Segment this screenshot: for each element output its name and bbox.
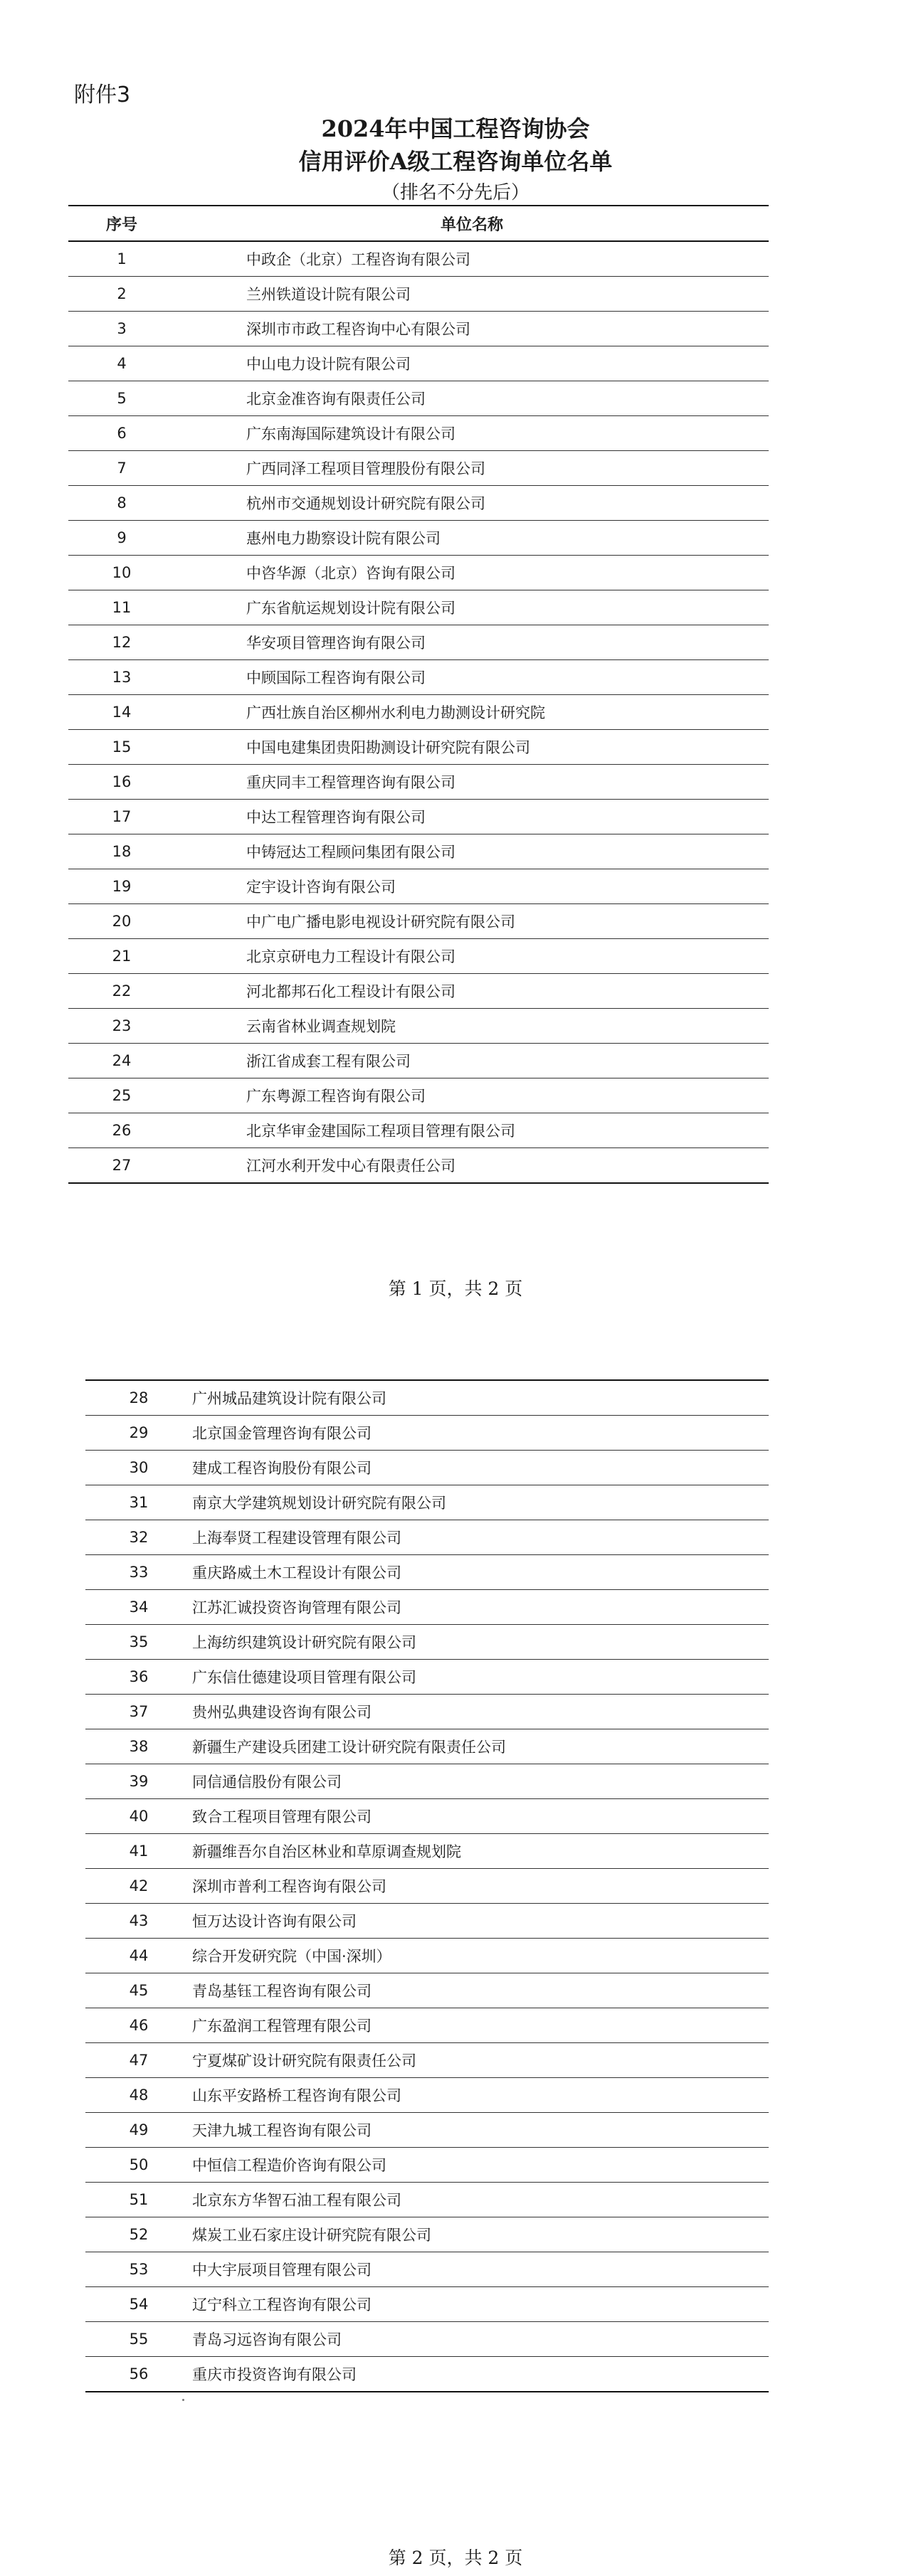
row-serial-number: 48 — [85, 2078, 192, 2113]
table-row — [68, 1044, 769, 1078]
table-row — [85, 1590, 769, 1625]
row-unit-name: 定宇设计咨询有限公司 — [175, 869, 769, 904]
table-row — [68, 277, 769, 312]
row-unit-name: 重庆市投资咨询有限公司 — [192, 2357, 769, 2392]
table-row — [85, 1625, 769, 1660]
table-row — [85, 1695, 769, 1729]
row-serial-number: 40 — [85, 1799, 192, 1834]
row-serial-number: 35 — [85, 1625, 192, 1660]
row-serial-number: 3 — [68, 312, 175, 346]
row-serial-number: 49 — [85, 2113, 192, 2148]
row-unit-name: 江河水利开发中心有限责任公司 — [175, 1148, 769, 1184]
table-row — [85, 1869, 769, 1904]
table-row — [68, 834, 769, 869]
row-serial-number: 18 — [68, 834, 175, 869]
row-serial-number: 13 — [68, 660, 175, 695]
row-serial-number: 33 — [85, 1555, 192, 1590]
table-row — [68, 556, 769, 590]
row-serial-number: 42 — [85, 1869, 192, 1904]
row-serial-number: 26 — [68, 1113, 175, 1148]
table-row — [68, 451, 769, 486]
row-serial-number: 23 — [68, 1009, 175, 1044]
row-unit-name: 中铸冠达工程顾问集团有限公司 — [175, 834, 769, 869]
scan-speck — [182, 2399, 184, 2401]
row-serial-number: 38 — [85, 1729, 192, 1764]
row-serial-number: 32 — [85, 1520, 192, 1555]
row-unit-name: 杭州市交通规划设计研究院有限公司 — [175, 486, 769, 521]
row-serial-number: 43 — [85, 1904, 192, 1939]
table-row — [85, 1904, 769, 1939]
table-row — [85, 2322, 769, 2357]
table-row — [68, 590, 769, 625]
row-unit-name: 广东信仕德建设项目管理有限公司 — [192, 1660, 769, 1695]
table-row — [85, 2078, 769, 2113]
table-row — [85, 2113, 769, 2148]
row-unit-name: 中咨华源（北京）咨询有限公司 — [175, 556, 769, 590]
row-unit-name: 上海奉贤工程建设管理有限公司 — [192, 1520, 769, 1555]
row-unit-name: 北京金准咨询有限责任公司 — [175, 381, 769, 416]
row-unit-name: 北京华审金建国际工程项目管理有限公司 — [175, 1113, 769, 1148]
table-row — [68, 486, 769, 521]
row-serial-number: 19 — [68, 869, 175, 904]
row-serial-number: 34 — [85, 1590, 192, 1625]
row-unit-name: 广西同泽工程项目管理股份有限公司 — [175, 451, 769, 486]
header-unit-name: 单位名称 — [175, 206, 769, 241]
row-unit-name: 广西壮族自治区柳州水利电力勘测设计研究院 — [175, 695, 769, 730]
table-row — [68, 346, 769, 381]
row-unit-name: 广东盈润工程管理有限公司 — [192, 2008, 769, 2043]
row-unit-name: 北京东方华智石油工程有限公司 — [192, 2183, 769, 2217]
row-unit-name: 北京国金管理咨询有限公司 — [192, 1416, 769, 1451]
row-unit-name: 同信通信股份有限公司 — [192, 1764, 769, 1799]
row-serial-number: 56 — [85, 2357, 192, 2392]
row-serial-number: 54 — [85, 2287, 192, 2322]
row-unit-name: 深圳市市政工程咨询中心有限公司 — [175, 312, 769, 346]
row-unit-name: 山东平安路桥工程咨询有限公司 — [192, 2078, 769, 2113]
table-row — [85, 1729, 769, 1764]
row-serial-number: 44 — [85, 1939, 192, 1973]
row-serial-number: 28 — [85, 1380, 192, 1416]
unit-list-table-page-2 — [85, 1379, 769, 2392]
table-row — [85, 2252, 769, 2287]
table-row — [85, 1973, 769, 2008]
table-row — [85, 2183, 769, 2217]
row-unit-name: 河北都邦石化工程设计有限公司 — [175, 974, 769, 1009]
table-row — [85, 1520, 769, 1555]
row-unit-name: 华安项目管理咨询有限公司 — [175, 625, 769, 660]
row-serial-number: 29 — [85, 1416, 192, 1451]
attachment-label: 附件3 — [74, 83, 131, 107]
row-unit-name: 宁夏煤矿设计研究院有限责任公司 — [192, 2043, 769, 2078]
row-unit-name: 广东粤源工程咨询有限公司 — [175, 1078, 769, 1113]
row-unit-name: 青岛基钰工程咨询有限公司 — [192, 1973, 769, 2008]
table-row — [85, 2148, 769, 2183]
row-unit-name: 贵州弘典建设咨询有限公司 — [192, 1695, 769, 1729]
row-serial-number: 46 — [85, 2008, 192, 2043]
row-unit-name: 新疆维吾尔自治区林业和草原调查规划院 — [192, 1834, 769, 1869]
table-row — [85, 1660, 769, 1695]
row-unit-name: 云南省林业调查规划院 — [175, 1009, 769, 1044]
row-serial-number: 10 — [68, 556, 175, 590]
row-serial-number: 53 — [85, 2252, 192, 2287]
row-unit-name: 致合工程项目管理有限公司 — [192, 1799, 769, 1834]
table-row — [68, 800, 769, 834]
row-serial-number: 9 — [68, 521, 175, 556]
row-serial-number: 20 — [68, 904, 175, 939]
row-unit-name: 中恒信工程造价咨询有限公司 — [192, 2148, 769, 2183]
row-unit-name: 煤炭工业石家庄设计研究院有限公司 — [192, 2217, 769, 2252]
row-unit-name: 上海纺织建筑设计研究院有限公司 — [192, 1625, 769, 1660]
document-subtitle: （排名不分先后） — [381, 182, 530, 203]
row-serial-number: 37 — [85, 1695, 192, 1729]
row-serial-number: 47 — [85, 2043, 192, 2078]
row-unit-name: 重庆路威土木工程设计有限公司 — [192, 1555, 769, 1590]
table-row — [68, 1113, 769, 1148]
row-unit-name: 浙江省成套工程有限公司 — [175, 1044, 769, 1078]
header-serial-number: 序号 — [68, 206, 175, 241]
row-unit-name: 广东省航运规划设计院有限公司 — [175, 590, 769, 625]
row-unit-name: 惠州电力勘察设计院有限公司 — [175, 521, 769, 556]
table-row — [85, 1451, 769, 1485]
row-serial-number: 4 — [68, 346, 175, 381]
row-serial-number: 11 — [68, 590, 175, 625]
table-row — [68, 660, 769, 695]
table-row — [85, 1764, 769, 1799]
row-serial-number: 14 — [68, 695, 175, 730]
table-row — [68, 241, 769, 277]
document-title-line-1: 2024年中国工程咨询协会 — [321, 115, 590, 142]
row-serial-number: 45 — [85, 1973, 192, 2008]
table-row — [85, 1416, 769, 1451]
row-serial-number: 7 — [68, 451, 175, 486]
row-serial-number: 12 — [68, 625, 175, 660]
table-row — [68, 312, 769, 346]
table-row — [85, 1380, 769, 1416]
row-serial-number: 36 — [85, 1660, 192, 1695]
document-title-line-2: 信用评价A级工程咨询单位名单 — [298, 148, 613, 175]
row-unit-name: 建成工程咨询股份有限公司 — [192, 1451, 769, 1485]
row-unit-name: 天津九城工程咨询有限公司 — [192, 2113, 769, 2148]
table-row — [85, 2287, 769, 2322]
row-unit-name: 深圳市普利工程咨询有限公司 — [192, 1869, 769, 1904]
row-serial-number: 6 — [68, 416, 175, 451]
row-serial-number: 1 — [68, 241, 175, 277]
table-row — [85, 1939, 769, 1973]
row-serial-number: 15 — [68, 730, 175, 765]
table-row — [68, 904, 769, 939]
row-unit-name: 辽宁科立工程咨询有限公司 — [192, 2287, 769, 2322]
table-row — [68, 939, 769, 974]
unit-list-table-page-1 — [68, 205, 769, 1184]
table-row — [68, 521, 769, 556]
row-serial-number: 52 — [85, 2217, 192, 2252]
row-unit-name: 广东南海国际建筑设计有限公司 — [175, 416, 769, 451]
row-unit-name: 综合开发研究院（中国·深圳） — [192, 1939, 769, 1973]
row-unit-name: 中政企（北京）工程咨询有限公司 — [175, 241, 769, 277]
row-unit-name: 中广电广播电影电视设计研究院有限公司 — [175, 904, 769, 939]
row-serial-number: 27 — [68, 1148, 175, 1184]
row-serial-number: 55 — [85, 2322, 192, 2357]
table-header-row — [68, 206, 769, 241]
row-unit-name: 中大宇辰项目管理有限公司 — [192, 2252, 769, 2287]
row-unit-name: 兰州铁道设计院有限公司 — [175, 277, 769, 312]
table-row — [85, 2008, 769, 2043]
row-serial-number: 2 — [68, 277, 175, 312]
table-row — [68, 869, 769, 904]
row-serial-number: 16 — [68, 765, 175, 800]
table-row — [85, 2043, 769, 2078]
table-row — [68, 1078, 769, 1113]
document-page-2 — [0, 1309, 911, 2576]
row-serial-number: 51 — [85, 2183, 192, 2217]
table-row — [68, 381, 769, 416]
row-unit-name: 中顾国际工程咨询有限公司 — [175, 660, 769, 695]
table-row — [68, 416, 769, 451]
table-body-page-1 — [68, 241, 769, 1183]
row-serial-number: 17 — [68, 800, 175, 834]
table-row — [68, 974, 769, 1009]
table-row — [85, 2217, 769, 2252]
row-unit-name: 南京大学建筑规划设计研究院有限公司 — [192, 1485, 769, 1520]
table-row — [68, 730, 769, 765]
row-unit-name: 中达工程管理咨询有限公司 — [175, 800, 769, 834]
page-footer-1: 第 1 页，共 2 页 — [388, 1278, 523, 1299]
table-row — [85, 1834, 769, 1869]
page-footer-2: 第 2 页，共 2 页 — [388, 2548, 523, 2568]
table-row — [68, 1148, 769, 1184]
row-serial-number: 8 — [68, 486, 175, 521]
table-row — [68, 1009, 769, 1044]
row-unit-name: 中国电建集团贵阳勘测设计研究院有限公司 — [175, 730, 769, 765]
row-serial-number: 41 — [85, 1834, 192, 1869]
row-unit-name: 中山电力设计院有限公司 — [175, 346, 769, 381]
row-unit-name: 青岛习远咨询有限公司 — [192, 2322, 769, 2357]
table-row — [68, 625, 769, 660]
table-row — [85, 1555, 769, 1590]
row-unit-name: 新疆生产建设兵团建工设计研究院有限责任公司 — [192, 1729, 769, 1764]
row-unit-name: 广州城品建筑设计院有限公司 — [192, 1380, 769, 1416]
row-serial-number: 21 — [68, 939, 175, 974]
row-unit-name: 江苏汇诚投资咨询管理有限公司 — [192, 1590, 769, 1625]
row-serial-number: 5 — [68, 381, 175, 416]
row-serial-number: 39 — [85, 1764, 192, 1799]
row-serial-number: 50 — [85, 2148, 192, 2183]
row-unit-name: 北京京研电力工程设计有限公司 — [175, 939, 769, 974]
table-row — [68, 695, 769, 730]
row-serial-number: 25 — [68, 1078, 175, 1113]
row-serial-number: 22 — [68, 974, 175, 1009]
row-serial-number: 30 — [85, 1451, 192, 1485]
row-unit-name: 重庆同丰工程管理咨询有限公司 — [175, 765, 769, 800]
table-body-page-2 — [85, 1380, 769, 2392]
row-unit-name: 恒万达设计咨询有限公司 — [192, 1904, 769, 1939]
row-serial-number: 31 — [85, 1485, 192, 1520]
table-row — [68, 765, 769, 800]
row-serial-number: 24 — [68, 1044, 175, 1078]
table-row — [85, 1485, 769, 1520]
table-row — [85, 2357, 769, 2392]
table-row — [85, 1799, 769, 1834]
